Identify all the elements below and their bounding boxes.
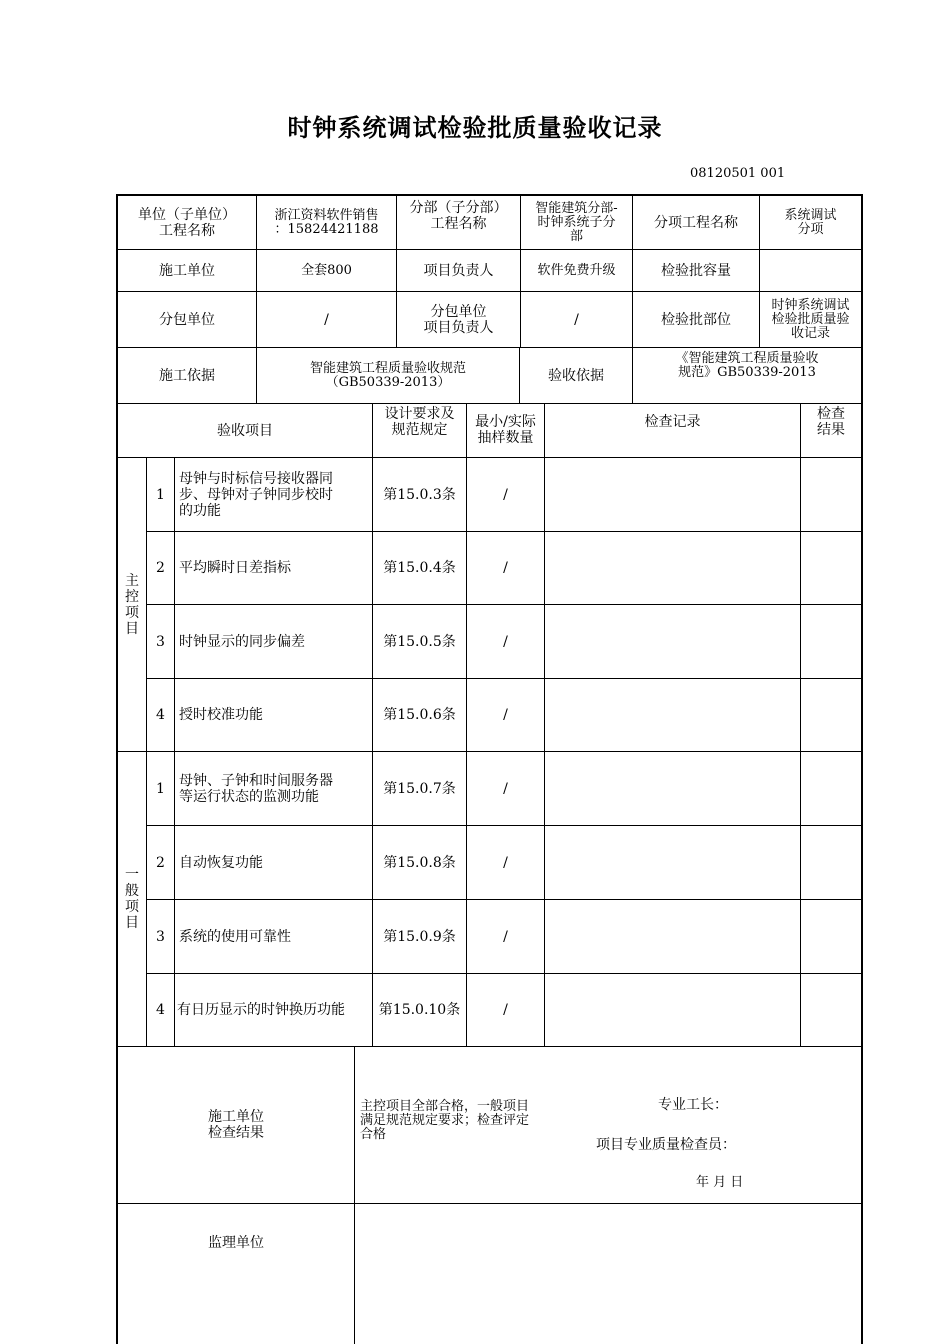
column-design: 设计要求及 规范规定 — [384, 406, 455, 438]
clause-ref: 第15.0.8条 — [383, 854, 456, 871]
subcontractor-value: / — [324, 311, 329, 328]
basis-label: 施工依据 — [159, 367, 215, 384]
check-result-label: 施工单位 检查结果 — [208, 1109, 264, 1141]
row-number: 2 — [156, 854, 165, 871]
row-number: 4 — [156, 707, 165, 723]
check-result-text: 主控项目全部合格，一般项目 满足规范规定要求；检查评定 合格 — [360, 1099, 530, 1142]
subitem-value: 系统调试 分项 — [784, 207, 837, 237]
location-label: 检验批部位 — [661, 311, 731, 328]
column-result: 检查 结果 — [817, 406, 845, 438]
clause-ref: 第15.0.4条 — [383, 560, 456, 576]
foreman-signature: 专业工长： — [658, 1097, 728, 1113]
unit-value: 浙江资料软件销售 ：15824421188 — [274, 207, 379, 237]
inspector-signature: 项目专业质量检查员： — [596, 1137, 736, 1153]
contractor-value: 全套800 — [301, 262, 352, 278]
general-group-label: 一般项目 — [125, 867, 139, 931]
item-description: 系统的使用可靠性 — [179, 928, 291, 945]
column-item: 验收项目 — [217, 422, 273, 439]
location-value: 时钟系统调试 检验批质量验 收记录 — [771, 297, 850, 341]
inspection-form-table — [116, 194, 863, 1344]
unit-label: 单位（子单位） 工程名称 — [138, 206, 236, 239]
item-description: 授时校准功能 — [179, 707, 263, 723]
capacity-label: 检验批容量 — [661, 262, 731, 279]
column-record: 检查记录 — [644, 414, 701, 430]
clause-ref: 第15.0.7条 — [383, 780, 456, 797]
acceptance-label: 验收依据 — [548, 367, 604, 384]
sample-count: / — [503, 854, 508, 871]
clause-ref: 第15.0.5条 — [383, 633, 456, 650]
clause-ref: 第15.0.6条 — [383, 707, 456, 723]
sample-count: / — [503, 780, 508, 797]
column-sample: 最小/实际 抽样数量 — [475, 414, 536, 446]
row-number: 1 — [156, 780, 165, 797]
sample-count: / — [503, 1002, 508, 1018]
date-line: 年 月 日 — [696, 1175, 744, 1190]
supervision-label: 监理单位 — [208, 1235, 264, 1251]
row-number: 3 — [156, 633, 165, 650]
item-description: 时钟显示的同步偏差 — [179, 633, 305, 650]
sample-count: / — [503, 707, 508, 723]
sample-count: / — [503, 486, 508, 503]
sub-manager-label: 分包单位 项目负责人 — [423, 303, 494, 336]
page-title: 时钟系统调试检验批质量验收记录 — [287, 114, 663, 142]
subitem-label: 分项工程名称 — [654, 214, 738, 231]
sub-manager-value: / — [574, 311, 579, 328]
item-description: 母钟与时标信号接收器同 步、母钟对子钟同步校时 的功能 — [179, 470, 333, 519]
basis-value: 智能建筑工程质量验收规范 （GB50339-2013） — [309, 360, 466, 390]
document-code: 08120501 001 — [690, 166, 786, 181]
division-value: 智能建筑分部- 时钟系统子分 部 — [535, 200, 618, 244]
item-description: 母钟、子钟和时间服务器 等运行状态的监测功能 — [179, 772, 333, 805]
manager-label: 项目负责人 — [423, 262, 494, 279]
row-number: 2 — [156, 560, 165, 576]
item-description: 有日历显示的时钟换历功能 — [177, 1002, 345, 1018]
acceptance-value: 《智能建筑工程质量验收 规范》GB50339-2013 — [675, 351, 819, 380]
division-label: 分部（子分部） 工程名称 — [409, 200, 508, 232]
manager-value: 软件免费升级 — [537, 262, 616, 278]
item-description: 自动恢复功能 — [179, 854, 263, 871]
clause-ref: 第15.0.10条 — [378, 1002, 461, 1018]
main-group-label: 主控项目 — [125, 572, 139, 637]
sample-count: / — [503, 560, 508, 576]
item-description: 平均瞬时日差指标 — [179, 560, 291, 576]
row-number: 1 — [156, 486, 165, 503]
contractor-label: 施工单位 — [159, 262, 215, 279]
sample-count: / — [503, 928, 508, 945]
capacity-value — [760, 250, 861, 291]
row-number: 3 — [156, 928, 165, 945]
subcontractor-label: 分包单位 — [159, 311, 215, 328]
clause-ref: 第15.0.9条 — [383, 928, 456, 945]
sample-count: / — [503, 633, 508, 650]
row-number: 4 — [156, 1002, 165, 1018]
clause-ref: 第15.0.3条 — [383, 486, 456, 503]
